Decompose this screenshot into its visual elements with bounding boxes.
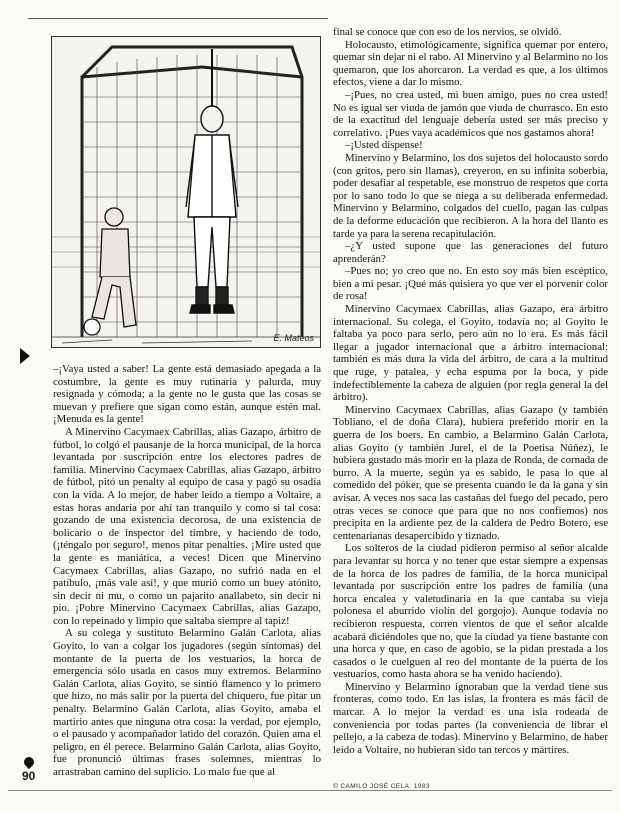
illustration	[51, 36, 321, 348]
top-rule	[28, 18, 328, 19]
paragraph: –¡Vaya usted a saber! La gente está demasiado apegada a la costumbre, la gente es muy rutinaria y palurda, muy resignada y cómoda; a la gente no le gusta que las cosas se muevan y prefiere que sigan como están, aunque estén mal. ¡Menuda es la gente!	[53, 363, 321, 426]
bottom-rule	[8, 790, 612, 791]
paragraph: Minervino Cacymaex Cabrillas, alias Gazapo (y también Tobliano, el de doña Clara), hubiera preferido morir en la guerra de los boers. En cambio, a Belarmino Galán Carlota, alias Goyito (y también Jurel, el de la Poetisa Núñez), le hubiera gustado más morir en la plaza de Ronda, de cornada de burro. A la muerte, según ya es sabido, le pasa lo que al comedido del póker, que se presenta cuando le da la gana y sin avisar. A veces nos saca las castañas del fuego del pecado, pero otras veces se conoce que para que no nos confiemos) nos precipita en la ardiente pez de la caldera de Pedro Botero, ese centenarianas desapercibido y tiznado.	[333, 403, 608, 542]
right-column	[333, 26, 608, 806]
paragraph: –¡Usted dispense!	[345, 139, 423, 152]
paragraph: final se conoce que con eso de los nervios, se olvidó.	[333, 26, 562, 38]
paragraph: A Minervino Cacymaex Cabrillas, alias Gazapo, árbitro de fútbol, lo colgó el pausanje de la horca municipal, de la horca levantada por suscripción entre los electores padres de familia. Minervino Cacymaex Cabrillas, alias Gazapo, árbitro de fútbol, pitó un penalty al equipo de casa y pagó su osadía con la vida. A lo mejor, de haber leído a tiempo a Voltaire, a estas horas andaría por ahí tan tranquilo y como si tal cosa: gozando de una existencia decorosa, de una existencia de bolicario o de inspector del timbre, y haciendo de todo, (¡téngalo por seguro!, menos pitar penalties. ¡Mire usted que la gente es maniática, a veces! Dicen que Minervino Cacymaex Cabrillas, alias Gazapo, no sufrió nada en el patíbulo, ¡más vale así!, y que murió como un buey atónito, sin decir ni mu, o como un pajarito anallabeto, sin decir ni pío. ¡Pobre Minervino Cacymaex Cabrillas, alias Gazapo, con lo repeinado y limpio que saltaba siempre al tapiz!	[53, 425, 321, 627]
section-marker-icon	[20, 348, 30, 364]
copyright-notice: © CAMILO JOSÉ CELA, 1983	[333, 783, 430, 790]
paragraph: Minervino Cacymaex Cabrillas, alias Gazapo, era árbitro internacional. Su colega, el Goyito, todavía no; al Goyito le faltaba ya poco para serlo, pero aún no lo era. Es más fácil llegar a jugador internacional que a árbitro internacional: también es más dura la vida del árbitro, de cara a la multitud que ruge, y patalea, y echa espuma por la boca, y pide indefectiblemente la cabeza de alguien (por regla general la del árbitro).	[333, 303, 608, 404]
drop-icon	[22, 755, 36, 769]
paragraph: –¡Pues, no crea usted, mi buen amigo, pues no crea usted! No es igual ser viuda de jamón que viuda de churrasco. En esto de la exactitud del lenguaje debería usted ser más preciso y correlativo. ¡Pues vaya académicos que nos gastamos ahora!	[333, 88, 608, 139]
paragraph: Minervino y Belarmino, los dos sujetos del holocausto sordo (con gritos, pero sin llamas), creyeron, en su infinita soberbia, poder desafiar al respetable, ese monstruo de respetos que corta por lo sano todo lo que se niega a su deliberada enfermedad. Minervino y Belarmino, colgados del cuello, pagan las culpas de la deforme educación que recibieron. A la hora del llanto es tarde ya para la serena recapitulación.	[333, 151, 608, 240]
left-column	[53, 363, 321, 808]
illustrator-signature: E. Mateos	[273, 333, 314, 343]
paragraph: Holocausto, etimológicamente, significa quemar por entero, quemar sin dejar ni el rabo. Al Minervino y al Belarmino no los quemaron, que los ahorcaron. La verdad es que, a los últimos efectos, viene a dar lo mismo.	[333, 38, 608, 89]
paragraph: –Pues no; yo creo que no. En esto soy más bien escéptico, bien a mi pesar. ¡Qué más quisiera yo que ver el porvenir color de rosa!	[333, 265, 608, 303]
paragraph: Los solteros de la ciudad pidieron permiso al señor alcalde para levantar su horca y no tener que estar siempre a expensas de la horca de los padres de familia, de la horca municipal levantada por suscripción entre los padres de familia (una horca encalea y valetudinaria en la que cantaba su vieja polonesa el aburrido violín del gorgojo). Aunque todavía no recibieron respuesta, corren vientos de que el señor alcalde acabará diciéndoles que no, que la ciudad ya tiene bastante con una horca y que, en caso de agobio, se la pidan prestada a los casados o le cuelguen al reo del montante de la puerta de los vestuarios, como hasta ahora se ha venido haciendo).	[333, 542, 608, 681]
page-number-text: 90	[22, 769, 36, 783]
page-number	[22, 757, 35, 783]
paragraph: –¿Y usted supone que las generaciones del futuro aprenderán?	[333, 240, 608, 265]
magazine-page	[8, 18, 612, 792]
paragraph: A su colega y sustituto Belarmino Galán Carlota, alias Goyito, lo van a colgar los jugadores (según síntomas) del montante de la puerta de los vestuarios, la horca de emergencia sólo usada en casos muy extremos. Belarmino Galán Carlota, alias Goyito, se sintió flamenco y lo primero que hizo, no más salir por la puerta del chiquero, fue pitar un penalty. Belarmino Galán Carlota, alias Goyito, amaba el martirio antes que ninguna otra cosa: la verdad, por ejemplo, o el pausado y acompañador latido del corazón. Quien ama el peligro, en él perece. Belarmino Galán Carlota, alias Goyito, fue pronunció últimas frases solemnes, mientras lo arrastraban camino del suplicio. Lo malo fue que al	[53, 627, 321, 778]
football-goal-hanged-referee-drawing-icon	[52, 37, 320, 347]
paragraph: Minervino y Belarmino ignoraban que la verdad tiene sus fronteras, como todo. En las islas, la frontera es más fácil de marcar. A lo mejor la verdad es una isla rodeada de conveniencia por todas partes (la conveniencia de librar el pellejo, a la cabeza de todas). Minervino y Belarmino, de haber leído a Voltaire, no hubieran sido tan tercos y mártires.	[333, 680, 608, 756]
